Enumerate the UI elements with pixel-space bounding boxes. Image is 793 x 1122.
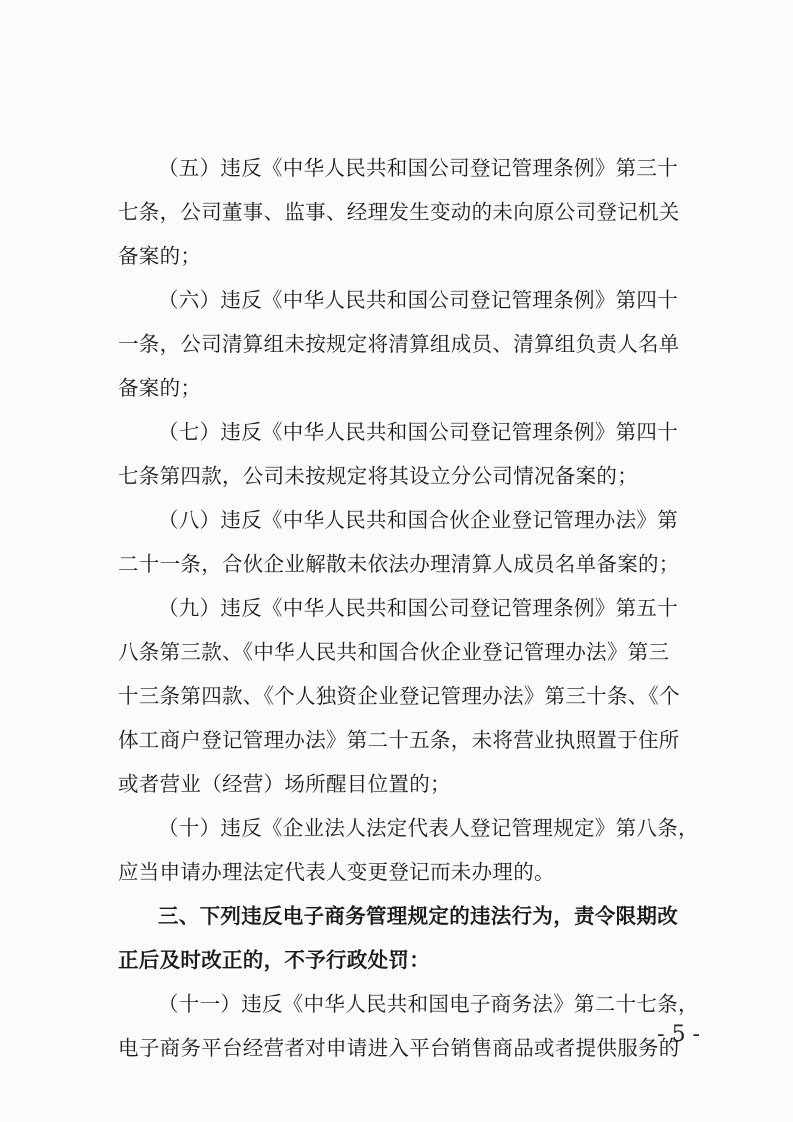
paragraph-line: 备案的； xyxy=(118,376,202,400)
page-number: - 5 - xyxy=(657,1022,700,1047)
paragraph-line: 七条第四款，公司未按规定将其设立分公司情况备案的； xyxy=(118,464,638,488)
paragraph-line: 二十一条，合伙企业解散未依法办理清算人成员名单备案的； xyxy=(118,552,680,576)
paragraph-line: （六）违反《中华人民共和国公司登记管理条例》第四十 xyxy=(158,288,678,312)
paragraph-line: 八条第三款、《中华人民共和国合伙企业登记管理办法》第三 xyxy=(118,640,670,664)
paragraph-line: （八）违反《中华人民共和国合伙企业登记管理办法》第 xyxy=(158,508,678,532)
paragraph-line: 或者营业（经营）场所醒目位置的； xyxy=(118,772,451,796)
paragraph-line: （七）违反《中华人民共和国公司登记管理条例》第四十 xyxy=(158,420,678,444)
section-heading-line: 三、下列违反电子商务管理规定的违法行为，责令限期改 xyxy=(158,904,678,928)
paragraph-line: 备案的； xyxy=(118,244,202,268)
paragraph-line: 体工商户登记管理办法》第二十五条，未将营业执照置于住所 xyxy=(118,728,680,752)
paragraph-line: （十一）违反《中华人民共和国电子商务法》第二十七条， xyxy=(158,992,699,1016)
section-heading-line: 正后及时改正的，不予行政处罚： xyxy=(118,948,430,972)
paragraph-line: （九）违反《中华人民共和国公司登记管理条例》第五十 xyxy=(158,596,678,620)
paragraph-line: （五）违反《中华人民共和国公司登记管理条例》第三十 xyxy=(158,156,678,180)
document-body xyxy=(118,146,699,1070)
paragraph-line: 一条，公司清算组未按规定将清算组成员、清算组负责人名单 xyxy=(118,332,680,356)
paragraph-line: （十）违反《企业法人法定代表人登记管理规定》第八条， xyxy=(158,816,699,840)
paragraph-line: 电子商务平台经营者对申请进入平台销售商品或者提供服务的 xyxy=(118,1036,680,1060)
paragraph-line: 十三条第四款、《个人独资企业登记管理办法》第三十条、《个 xyxy=(118,684,680,708)
paragraph-line: 七条，公司董事、监事、经理发生变动的未向原公司登记机关 xyxy=(118,200,680,224)
paragraph-line: 应当申请办理法定代表人变更登记而未办理的。 xyxy=(118,860,555,884)
